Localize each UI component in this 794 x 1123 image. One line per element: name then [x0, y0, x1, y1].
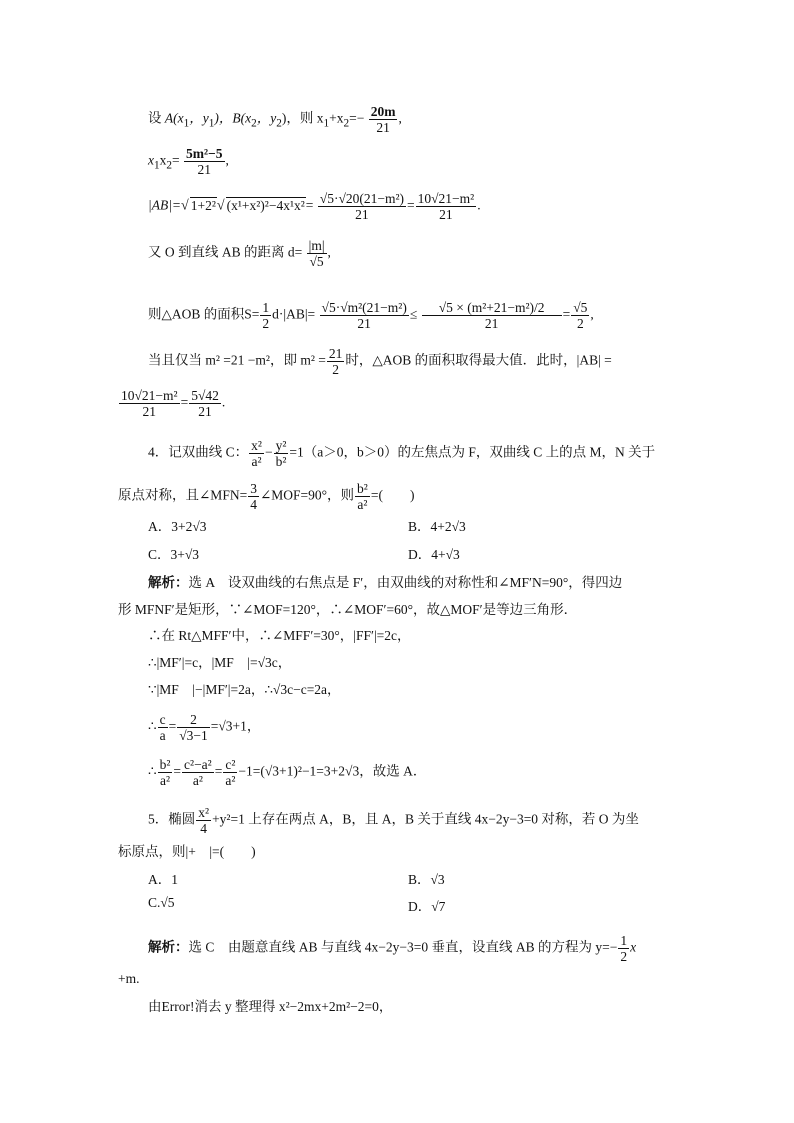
question-4-line-2: 原点对称，且∠MFN= $\frac{3}{4}$ ∠MOF=90°，则 $\frac{\text{b²}}{\text{a²}}$ =( )	[118, 481, 415, 512]
solution-4-line-7: ∴ $\frac{\text{b²}}{\text{a²}}$ = $\frac{\text{c²−a²}}{\text{a²}}$ = $\frac{\text{c²}}{\text{a²}}$ −1=(√3+1)²−1=3+2√3，故选 A．	[148, 757, 427, 788]
solution-4-line-1: 解析：选 A 设双曲线的右焦点是 F′，由双曲线的对称性和∠MF′N=90°，得四边	[148, 575, 623, 590]
fraction: $\frac{\text{x²}}{\text{a²}}$	[251, 438, 262, 469]
fraction: $\frac{\text{c²}}{\text{a²}}$	[225, 757, 236, 788]
line-7: $\frac{\text{10√21−m²}}{21}$ = $\frac{5√42}{21}$ .	[121, 388, 226, 419]
solution-5-line-2: +m.	[118, 971, 140, 986]
fraction: $\frac{√5}{2}$	[573, 300, 588, 331]
fraction: $\frac{\text{b²}}{\text{a²}}$	[357, 481, 368, 512]
fraction: $\frac{21}{2}$	[328, 346, 343, 377]
line-2: $x_1x_2=$ $\frac{\text{5m²−5}}{21}$ ,	[148, 146, 229, 177]
solution-5-line-3: 由Error!消去 y 整理得 x²−2mx+2m²−2=0，	[148, 999, 393, 1014]
line-6: 当且仅当 m² =21 −m²，即 m² = $\frac{21}{2}$ 时，△AOB 的面积取得最大值．此时，|AB| =	[148, 346, 612, 377]
question-5-line-1: 5．椭圆 $\frac{\text{x²}}{4}$ +y²=1 上存在两点 A，B，且 A，B 关于直线 4x−2y−3=0 对称，若 O 为坐	[148, 805, 639, 836]
fraction: $\frac{3}{4}$	[250, 481, 257, 512]
solution-4-line-2: 形 MFNF′是矩形，∵∠MOF=120°，∴∠MOF′=60°，故△MOF′是等边三角形．	[118, 602, 578, 617]
fraction: $\frac{\text{√5·√20(21−m²)}}{21}$	[319, 191, 405, 222]
fraction: $\frac{\text{x²}}{4}$	[198, 805, 210, 836]
fraction: $\frac{1}{2}$	[262, 300, 270, 331]
fraction: $\frac{\text{5m²−5}}{21}$	[186, 146, 223, 177]
fraction: $\frac{\text{√5·√m²(21−m²)}}{21}$	[321, 300, 407, 331]
fraction: $\frac{\text{10√21−m²}}{21}$	[121, 388, 178, 419]
line-1: 设 $A(x_1$，$y_1$)，$B(x_2$，$y_2$)，则 $x_1+x_2=-$ $\frac{20m}{21}$ ,	[148, 104, 402, 135]
line-4: 又 O 到直线 AB 的距离 d= $\frac{|m|}{√5}$ ,	[148, 238, 331, 269]
fraction: $\frac{1}{2}$	[620, 933, 628, 964]
question-5-line-2: 标原点，则|+ |=( )	[118, 844, 256, 859]
question-4-line-1: 4．记双曲线 C： $\frac{\text{x²}}{\text{a²}}$ − $\frac{\text{y²}}{\text{b²}}$ =1（a＞0，b＞0）的左焦点为 F，双曲线 C 上的点 M，N 关于	[148, 438, 656, 469]
fraction: $\frac{\text{y²}}{\text{b²}}$	[275, 438, 287, 469]
option-b: B．√3	[408, 872, 445, 887]
fraction: $\frac{5√42}{21}$	[191, 388, 219, 419]
fraction: $\frac{\text{√5 × (m²+21−m²)/2}}{21}$	[422, 300, 562, 331]
line-5: 则△AOB 的面积S= $\frac{1}{2}$ d·|AB|= $\frac{\text{√5·√m²(21−m²)}}{21}$ ≤ $\frac{\text{√5 × (m²+21−m²)/2}}{21}$ = $\frac{√5}{2}$ ,	[148, 300, 594, 331]
option-c: C.√5	[148, 895, 175, 910]
option-b: B．4+2√3	[408, 519, 466, 534]
fraction: $\frac{\text{10√21−m²}}{21}$	[417, 191, 475, 222]
fraction: $\frac{|m|}{√5}$	[308, 238, 325, 269]
fraction: $\frac{\text{b²}}{\text{a²}}$	[159, 757, 171, 788]
fraction: $\frac{c}{a}$	[159, 712, 166, 743]
solution-5-line-1: 解析：选 C 由题意直线 AB 与直线 4x−2y−3=0 垂直，设直线 AB 的方程为 y=− $\frac{1}{2}$ x	[148, 933, 637, 964]
option-a: A．1	[148, 872, 178, 887]
option-c: C．3+√3	[148, 547, 200, 562]
fraction: $\frac{20m}{21}$	[370, 104, 396, 135]
line-3: |AB|=√ 1+2²√ (x¹+x²)²−4x¹x²= $\frac{\text{√5·√20(21−m²)}}{21}$ = $\frac{\text{10√21−m²}}{21}$ .	[148, 191, 481, 222]
solution-4-line-5: ∵|MF |−|MF′|=2a，∴√3c−c=2a，	[148, 682, 341, 697]
solution-4-line-6: ∴ $\frac{c}{a}$ = $\frac{2}{√3-1}$ =√3+1，	[148, 712, 261, 743]
option-d: D．√7	[408, 899, 446, 914]
fraction: $\frac{\text{c²−a²}}{\text{a²}}$	[184, 757, 212, 788]
solution-4-line-3: ∴在 Rt△MFF′中，∴∠MFF′=30°，|FF′|=2c，	[148, 628, 411, 643]
option-d: D．4+√3	[408, 547, 460, 562]
option-a: A．3+2√3	[148, 519, 207, 534]
fraction: $\frac{2}{√3-1}$	[179, 712, 208, 743]
solution-4-line-4: ∴|MF′|=c，|MF |=√3c，	[148, 655, 292, 670]
